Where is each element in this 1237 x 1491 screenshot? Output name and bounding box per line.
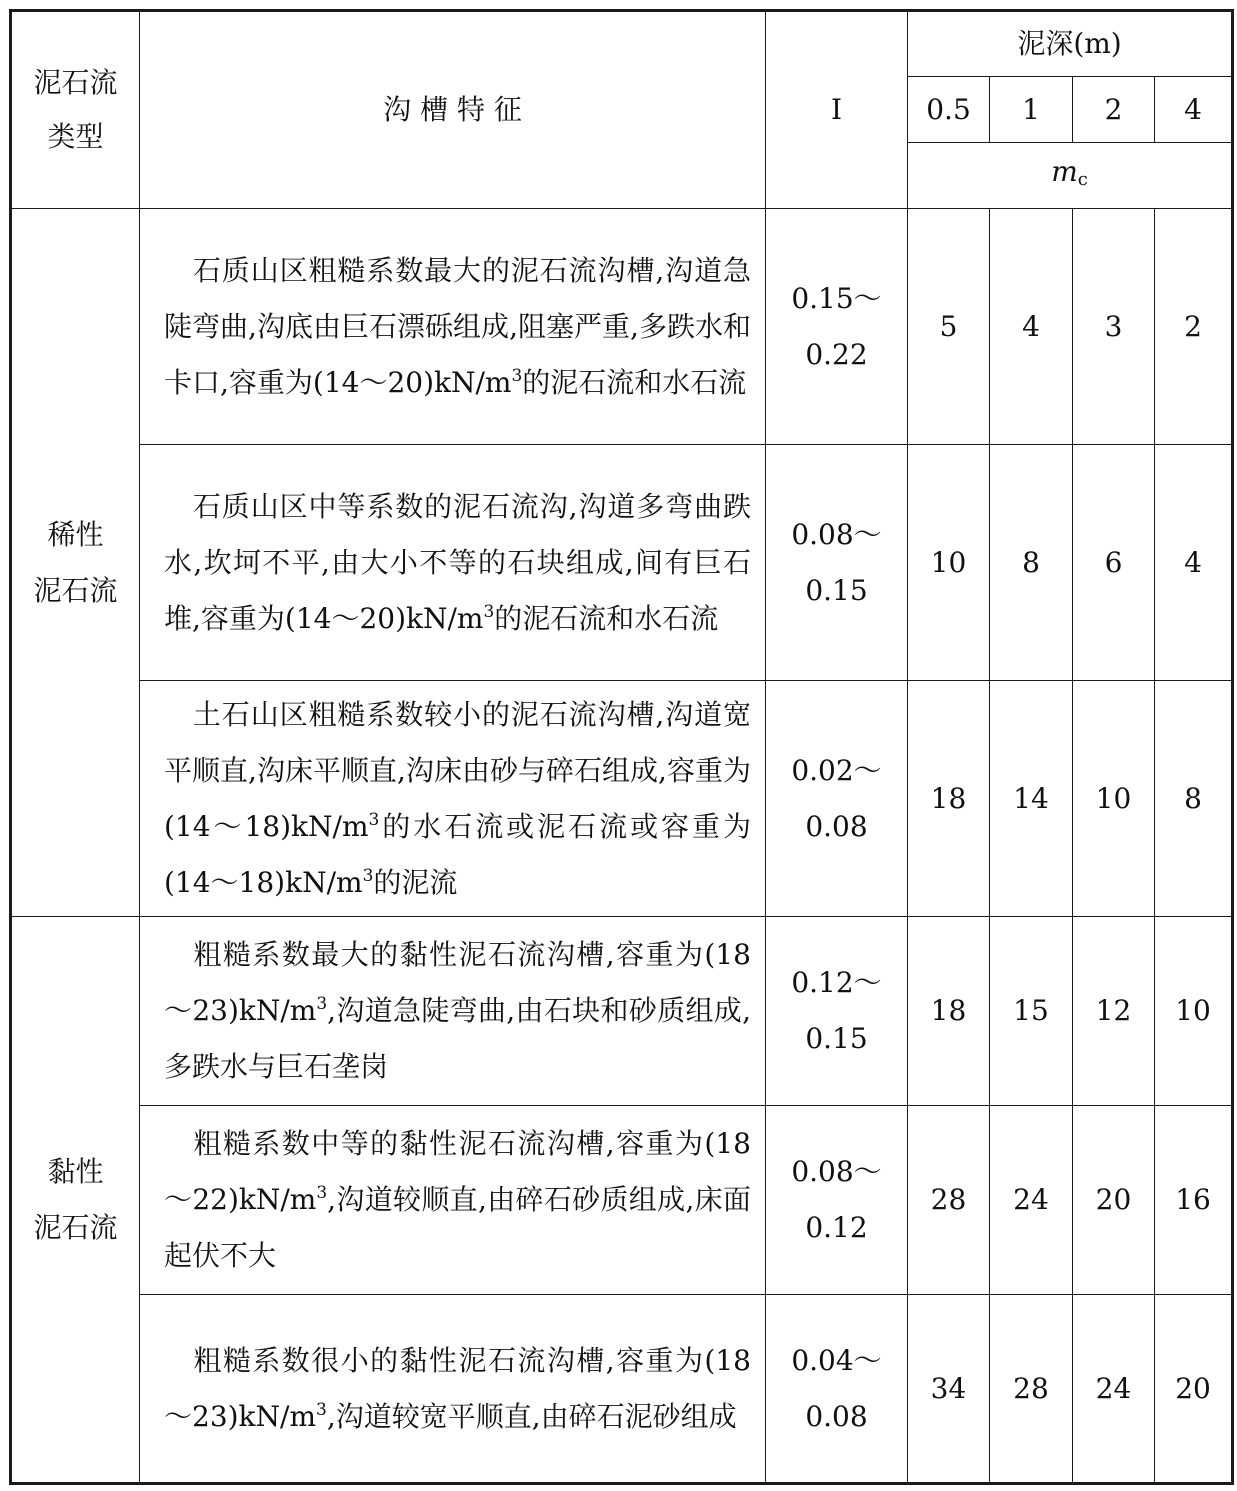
row-2-i: 0.08～ 0.15: [766, 445, 908, 681]
row-5-desc: 粗糙系数中等的黏性泥石流沟槽,容重为$(18\sim 22)kN/m^3$,沟道较顺直,由碎石砂质组成,床面起伏不大: [140, 1106, 766, 1295]
row-5-mc-2: 20: [1073, 1106, 1155, 1295]
row-1-mc-1: 4: [990, 209, 1073, 445]
group-viscous-line2: 泥石流: [33, 1210, 118, 1244]
depth-0: 0.5: [908, 77, 990, 143]
row-4-mc-0: 18: [908, 917, 990, 1106]
group-dilute: [11, 209, 140, 917]
header-type-line2: 类型: [47, 120, 104, 153]
header-mc: [908, 143, 1233, 209]
group-viscous: [11, 917, 140, 1484]
depth-3: 4: [1155, 77, 1233, 143]
row-4-mc-3: 10: [1155, 917, 1233, 1106]
header-type: [11, 11, 140, 209]
row-3-i: 0.02～ 0.08: [766, 681, 908, 917]
row-6-mc-3: 20: [1155, 1295, 1233, 1484]
header-feature: 沟 槽 特 征: [140, 11, 766, 209]
row-5-mc-3: 16: [1155, 1106, 1233, 1295]
depth-2: 2: [1073, 77, 1155, 143]
row-5-i: 0.08～ 0.12: [766, 1106, 908, 1295]
group-dilute-line2: 泥石流: [33, 573, 118, 607]
row-2-mc-1: 8: [990, 445, 1073, 681]
row-6-desc: 粗糙系数很小的黏性泥石流沟槽,容重为$(18\sim 23)kN/m^3$,沟道较宽平顺直,由碎石泥砂组成: [140, 1295, 766, 1484]
row-4-mc-1: 15: [990, 917, 1073, 1106]
mc-subscript: c: [1077, 168, 1088, 190]
row-6-mc-2: 24: [1073, 1295, 1155, 1484]
roughness-table: [9, 9, 1234, 1485]
row-2-desc: 石质山区中等系数的泥石流沟,沟道多弯曲跌水,坎坷不平,由大小不等的石块组成,间有巨石堆,容重为$(14\sim 20)kN/m^3$的泥石流和水石流: [140, 445, 766, 681]
row-1-mc-3: 2: [1155, 209, 1233, 445]
depth-1: 1: [990, 77, 1073, 143]
row-1-desc: 石质山区粗糙系数最大的泥石流沟槽,沟道急陡弯曲,沟底由巨石漂砾组成,阻塞严重,多跌水和卡口,容重为$(14\sim 20)kN/m^3$的泥石流和水石流: [140, 209, 766, 445]
row-4-mc-2: 12: [1073, 917, 1155, 1106]
group-viscous-line1: 黏性: [47, 1154, 104, 1188]
row-2-mc-2: 6: [1073, 445, 1155, 681]
row-3-mc-3: 8: [1155, 681, 1233, 917]
row-5-mc-0: 28: [908, 1106, 990, 1295]
row-3-mc-1: 14: [990, 681, 1073, 917]
row-1-i: 0.15～ 0.22: [766, 209, 908, 445]
row-1-mc-0: 5: [908, 209, 990, 445]
row-2-mc-3: 4: [1155, 445, 1233, 681]
row-3-mc-2: 10: [1073, 681, 1155, 917]
header-i: I: [766, 11, 908, 209]
mc-symbol: m: [1051, 154, 1078, 188]
row-1-mc-2: 3: [1073, 209, 1155, 445]
row-5-mc-1: 24: [990, 1106, 1073, 1295]
row-6-mc-1: 28: [990, 1295, 1073, 1484]
row-6-mc-0: 34: [908, 1295, 990, 1484]
row-3-mc-0: 18: [908, 681, 990, 917]
row-4-desc: 粗糙系数最大的黏性泥石流沟槽,容重为$(18\sim 23)kN/m^3$,沟道急陡弯曲,由石块和砂质组成,多跌水与巨石垄岗: [140, 917, 766, 1106]
row-2-mc-0: 10: [908, 445, 990, 681]
header-depth: 泥深(m): [908, 11, 1233, 77]
row-6-i: 0.04～ 0.08: [766, 1295, 908, 1484]
header-type-line1: 泥石流: [33, 66, 118, 99]
group-dilute-line1: 稀性: [47, 517, 104, 551]
row-3-desc: 土石山区粗糙系数较小的泥石流沟槽,沟道宽平顺直,沟床平顺直,沟床由砂与碎石组成,容重为$(14\sim 18)kN/m^3$的水石流或泥石流或容重为$(14\sim 18)kN/m^3$的泥流: [140, 681, 766, 917]
row-4-i: 0.12～ 0.15: [766, 917, 908, 1106]
